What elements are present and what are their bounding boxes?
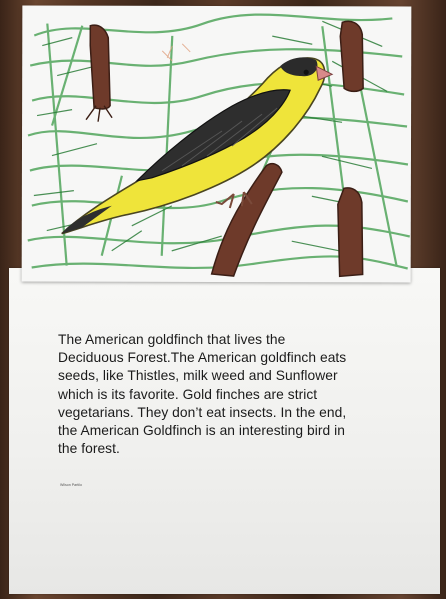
story-line: vegetarians. They don’t eat insects. In the end, [58, 404, 347, 420]
story-line: seeds, like Thistles, milk weed and Sunflower [58, 368, 338, 384]
author-name: Wilson Partilo [60, 483, 82, 487]
story-line: The American goldfinch that lives the [58, 332, 286, 347]
trunk-left [90, 25, 110, 109]
story-paragraph [58, 331, 418, 458]
bird-eye [304, 70, 309, 75]
story-line: the forest. [58, 441, 120, 457]
faint-sketch-marks [162, 44, 190, 61]
drawing-paper [22, 5, 412, 282]
story-line: which is its favorite. Gold finches are strict [58, 386, 318, 402]
goldfinch-drawing [22, 5, 412, 282]
trunk-bottom-right [338, 188, 363, 277]
trunk-top-right [340, 21, 363, 91]
story-line: Deciduous Forest.The American goldfinch eats [58, 350, 347, 366]
story-line: the American Goldfinch is an interesting bird in [58, 423, 345, 439]
